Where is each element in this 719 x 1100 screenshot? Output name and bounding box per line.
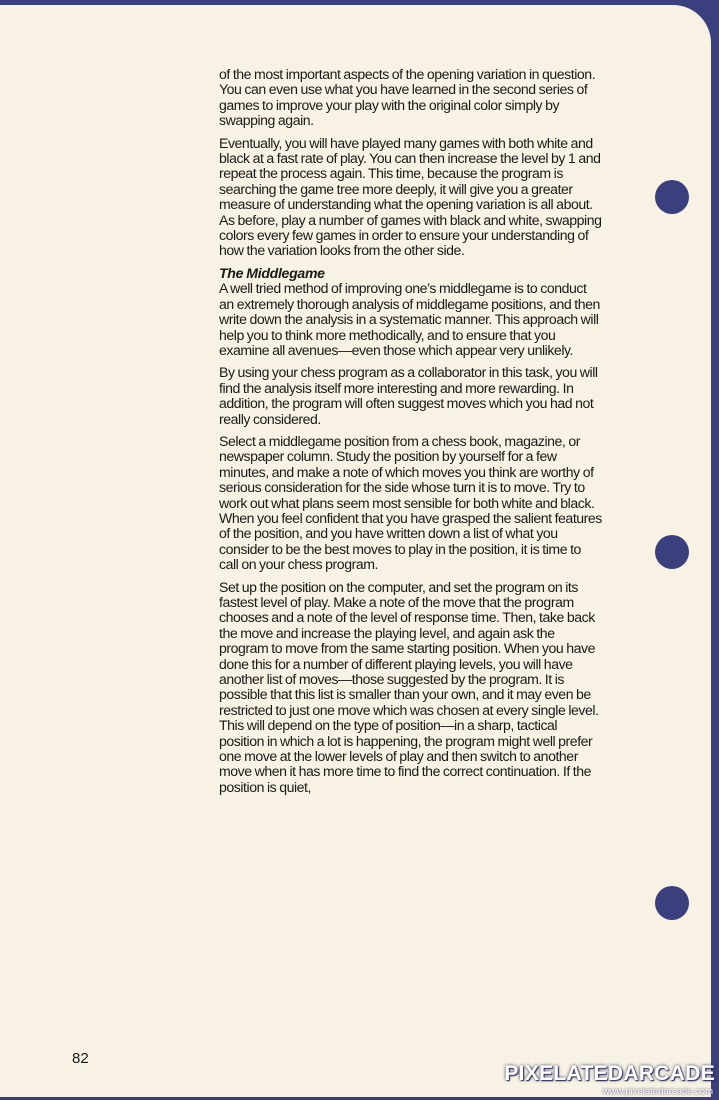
paragraph: Select a middlegame position from a chess book, magazine, or newspaper column. Study the position by yourself for a few minutes, and make a note of which moves you think are worthy of serious consideration for the side whose turn it is to move. Try to work out what plans seem most sensible for both white and black. When you feel confident that you have grasped the salient features of the position, and you have written down a list of what you consider to be the best moves to play in the position, it is time to call on your chess program. bbox=[219, 432, 602, 573]
paragraph: A well tried method of improving one’s middlegame is to conduct an extremely thorough analysis of middlegame positions, and then write down the analysis in a systematic manner. This approach will help you to think more methodically, and to ensure that you examine all avenues—even those which appear very unlikely. bbox=[219, 280, 600, 358]
watermark-logo: PIXELATEDARCADE bbox=[504, 1062, 715, 1085]
page-number: 82 bbox=[72, 1050, 89, 1067]
paragraph: By using your chess program as a collaborator in this task, you will find the analysis itself more interesting and more rewarding. In addition, the program will often suggest moves which you had not really considered. bbox=[219, 364, 598, 427]
binder-hole-middle bbox=[655, 535, 689, 569]
binder-hole-bottom bbox=[655, 886, 689, 920]
paragraph: Eventually, you will have played many games with both white and black at a fast rate of play. You can then increase the level by 1 and repeat the process again. This time, because the program is searching the game tree more deeply, it will give you a greater measure of understanding what the opening variation is all about. As before, play a number of games with black and white, swapping colors every few games in order to ensure your understanding of how the variation looks from the other side. bbox=[219, 134, 602, 259]
manual-page bbox=[0, 5, 711, 1097]
paragraph: of the most important aspects of the opening variation in question. You can even use what you have learned in the second series of games to improve your play with the original color simply by swapping again. bbox=[219, 66, 596, 129]
body-text-column bbox=[219, 67, 603, 802]
paragraph: Set up the position on the computer, and set the program on its fastest level of play. Make a note of the move that the program chooses and a note of the level of response time. Then, take back the move and increase the playing level, and again ask the program to move from the same starting position. When you have done this for a number of different playing levels, you will have another list of moves—those suggested by the program. It is possible that this list is smaller than your own, and it may even be restricted to just one move which was chosen at every single level. This will depend on the type of position—in a sharp, tactical position in which a lot is happening, the program might well prefer one move at the lower levels of play and then switch to another move when it has more time to find the correct continuation. If the position is quiet, bbox=[219, 578, 599, 795]
section-heading: The Middlegame bbox=[219, 264, 325, 281]
binder-hole-top bbox=[655, 180, 689, 214]
watermark-url: www.pixelatedarcade.com bbox=[602, 1086, 713, 1097]
